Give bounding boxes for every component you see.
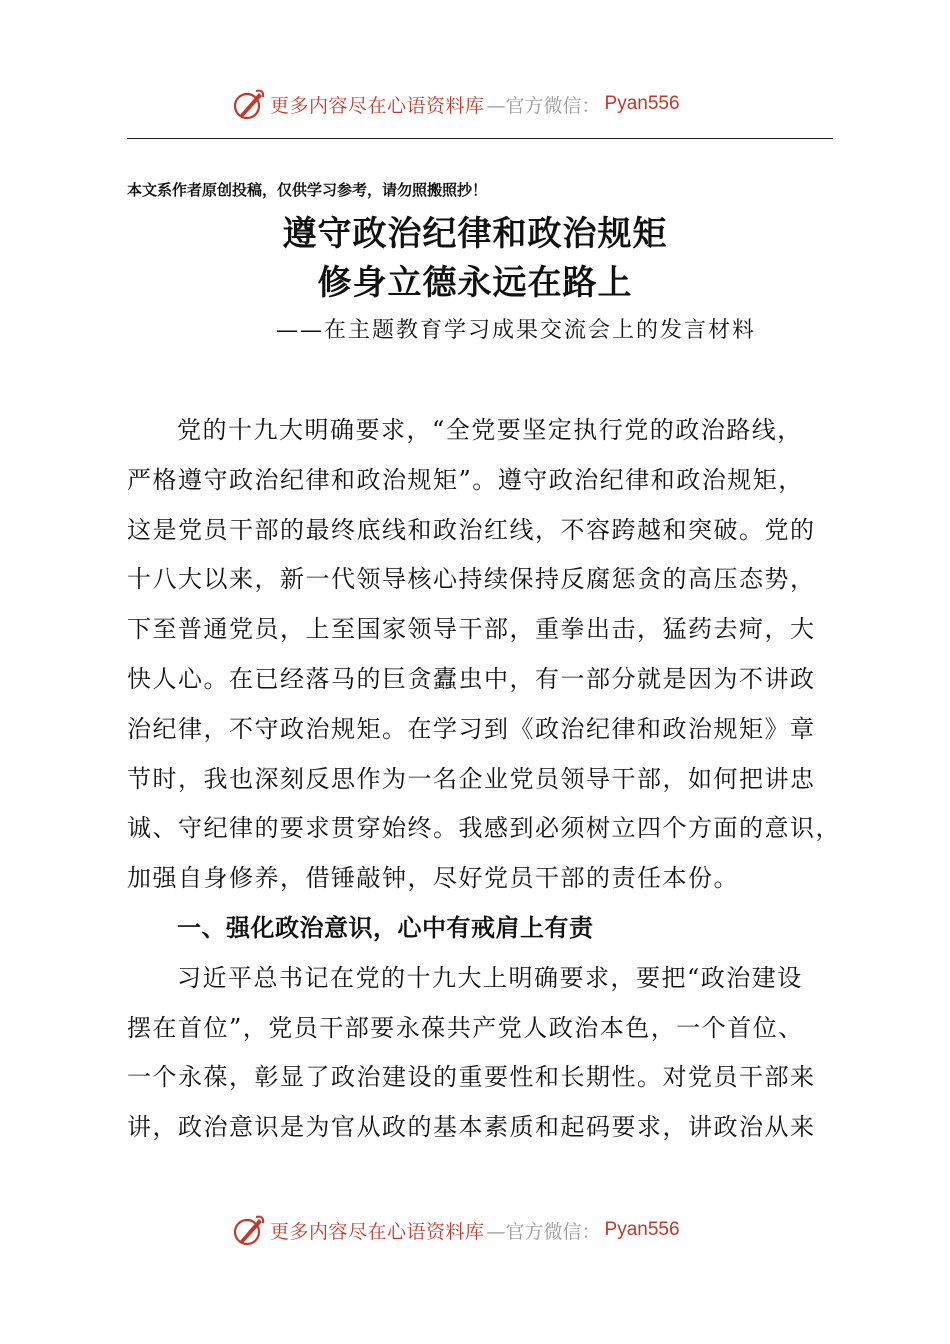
body-line: 讲，政治意识是为官从政的基本素质和起码要求，讲政治从来 <box>127 1113 816 1142</box>
header-divider <box>127 138 833 139</box>
footer-watermark <box>0 1210 950 1250</box>
body-line: 下至普通党员，上至国家领导干部，重拳出击，猛药去疴，大 <box>127 615 816 644</box>
body-line: 严格遵守政治纪律和政治规矩”。遵守政治纪律和政治规矩， <box>127 465 804 494</box>
body-line: 诚、守纪律的要求贯穿始终。我感到必须树立四个方面的意识， <box>127 814 841 843</box>
body-line: 这是党员干部的最终底线和政治红线，不容跨越和突破。党的 <box>127 515 816 544</box>
copyright-notice: 本文系作者原创投稿，仅供学习参考，请勿照搬照抄！ <box>127 181 488 199</box>
quill-logo-icon <box>232 1213 266 1247</box>
watermark-separator: —官方微信： <box>486 94 601 117</box>
body-line: 一个永葆，彰显了政治建设的重要性和长期性。对党员干部来 <box>127 1063 816 1092</box>
body-line: 习近平总书记在党的十九大上明确要求，要把“政治建设 <box>177 963 803 992</box>
document-title-line-2: 修身立德永远在路上 <box>317 263 633 303</box>
watermark-wechat-id: Pyan556 <box>604 1219 680 1240</box>
header-watermark <box>0 84 950 124</box>
body-line: 加强自身修养，借锤敲钟，尽好党员干部的责任本份。 <box>127 864 739 893</box>
body-line: 治纪律，不守政治规矩。在学习到《政治纪律和政治规矩》章 <box>127 714 816 743</box>
watermark-text: 更多内容尽在心语资料库 <box>270 94 485 117</box>
body-line: 节时，我也深刻反思作为一名企业党员领导干部，如何把讲忠 <box>127 764 816 793</box>
body-line: 快人心。在已经落马的巨贪蠹虫中，有一部分就是因为不讲政 <box>127 664 816 693</box>
document-title-line-1: 遵守政治纪律和政治规矩 <box>282 214 668 254</box>
document-body <box>127 406 847 1153</box>
document-subtitle: ——在主题教育学习成果交流会上的发言材料 <box>276 318 757 343</box>
quill-logo-icon <box>232 87 266 121</box>
body-line: 摆在首位”，党员干部要永葆共产党人政治本色，一个首位、 <box>127 1013 804 1042</box>
body-line: 党的十九大明确要求，“全党要坚定执行党的政治路线， <box>177 416 803 444</box>
watermark-separator: —官方微信： <box>486 1220 601 1243</box>
body-line: 十八大以来，新一代领导核心持续保持反腐惩贪的高压态势， <box>127 565 816 594</box>
watermark-wechat-id: Pyan556 <box>604 93 680 114</box>
watermark-text: 更多内容尽在心语资料库 <box>270 1220 485 1243</box>
section-heading: 一、强化政治意识，心中有戒肩上有责 <box>177 913 594 942</box>
